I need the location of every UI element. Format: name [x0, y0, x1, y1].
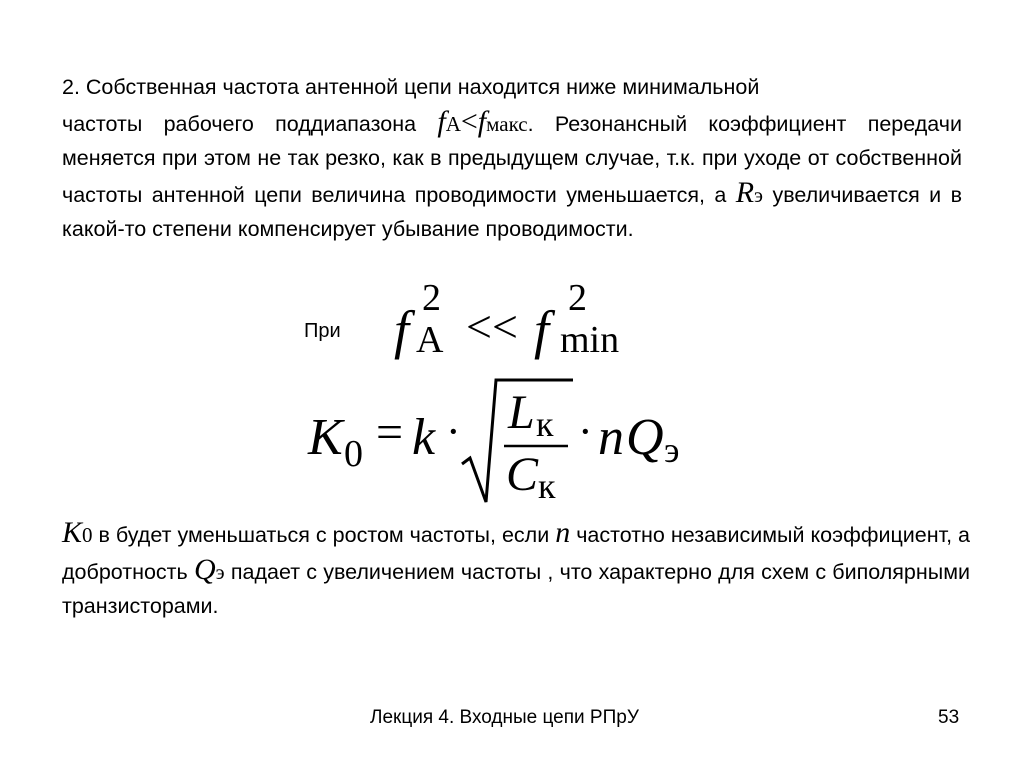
cond-f-right: f	[534, 300, 550, 360]
formula-q-sub: э	[664, 430, 680, 470]
cond-sub-right: min	[560, 319, 620, 361]
paragraph-k0-text-a: в будет уменьшаться с ростом частоты, если	[92, 523, 556, 547]
subscript-max: макс	[486, 111, 528, 136]
k0-formula	[300, 376, 720, 506]
paragraph-2	[62, 70, 962, 247]
n-symbol: n	[555, 516, 571, 549]
formula-dot-2: ·	[578, 407, 593, 456]
formula-k0: K	[308, 409, 343, 466]
paragraph-2-line-1: 2. Собственная частота антенной цепи находится ниже минимальной	[62, 75, 760, 99]
condition-formula	[388, 276, 648, 366]
r-symbol: R	[735, 175, 755, 209]
paragraph-k0-text-c: падает с увеличением частоты , что характерно для схем с биполярными транзисторами.	[62, 559, 970, 618]
q-symbol: Q	[193, 552, 216, 586]
less-than-symbol: <	[460, 104, 478, 138]
cond-operator: <<	[466, 301, 518, 352]
footer-title: Лекция 4. Входные цепи РПрУ	[370, 707, 639, 728]
formula-n: n	[598, 409, 624, 466]
subscript-a: A	[445, 111, 461, 136]
pri-label: При	[304, 320, 341, 342]
formula-equals: =	[376, 406, 404, 459]
formula-q: Q	[626, 409, 664, 466]
f-symbol: f	[437, 104, 446, 138]
cond-exp-left: 2	[422, 277, 441, 319]
k0-subscript: 0	[82, 523, 93, 547]
paragraph-2-text-c: увеличивается и в какой-то степени компенсирует убывание проводимости.	[62, 182, 963, 241]
cond-f-left: f	[394, 300, 410, 360]
paragraph-k0	[62, 516, 970, 624]
formula-dot-1: ·	[446, 407, 461, 456]
cond-sub-left: A	[416, 319, 444, 361]
formula-k0-sub: 0	[344, 433, 363, 475]
cond-exp-right: 2	[568, 277, 587, 319]
page-number: 53	[938, 707, 960, 728]
formula-k: k	[412, 409, 436, 466]
paragraph-2-text-b: . Резонансный коэффициент передачи меняется при этом не так резко, как в предыдущем случае, т.к. при уходе от собственной частоты антенной цепи величина проводимости уменьшается, а	[62, 111, 962, 207]
formula-c: C	[506, 448, 539, 501]
paragraph-2-text-a: частоты рабочего поддиапазона	[62, 111, 438, 136]
paragraph-k0-text-b: частотно независимый коэффициент, а добротность	[62, 523, 970, 584]
k0-symbol: K	[62, 516, 83, 549]
formula-l-sub: к	[536, 404, 554, 444]
formula-c-sub: к	[538, 466, 556, 506]
subscript-e: э	[754, 182, 764, 207]
formula-l: L	[508, 386, 535, 439]
q-subscript: э	[215, 559, 225, 584]
f-symbol-2: f	[477, 104, 487, 138]
